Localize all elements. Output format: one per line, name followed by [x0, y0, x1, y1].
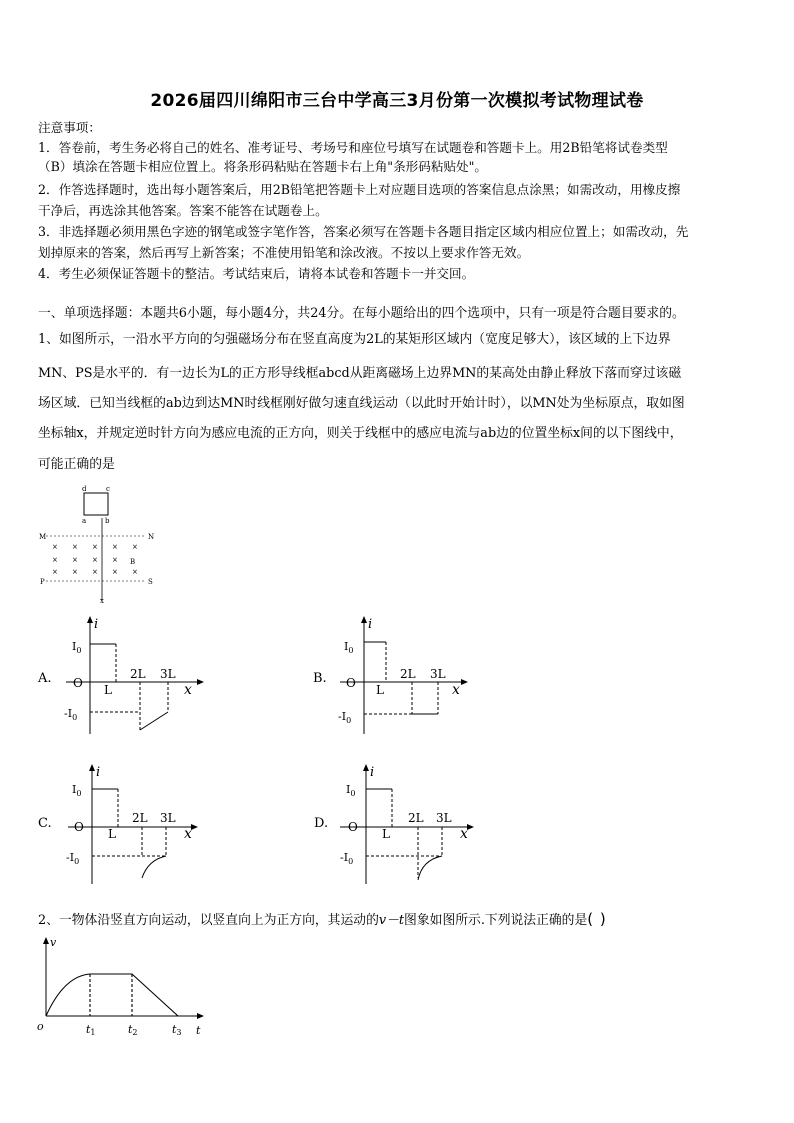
field-cross: × — [92, 556, 98, 564]
3l-label: 3L — [160, 667, 176, 681]
neg-i0-label: $-I_0$ — [338, 710, 352, 725]
q2-line — [38, 910, 607, 930]
vt-curve — [46, 974, 178, 1016]
vt-origin-label: o — [37, 1020, 44, 1033]
option-c-graph — [62, 760, 212, 890]
field-cross: × — [72, 568, 78, 576]
axis-i-label: i — [96, 765, 101, 780]
notice-line: 划掉原来的答案，然后再写上新答案；不准使用铅笔和涂改液。不按以上要求作答无效。 — [38, 245, 530, 260]
corner-b-label: b — [105, 517, 110, 525]
3l-label: 3L — [436, 811, 452, 825]
q1-line: 场区域．已知当线框的ab边到达MN时线框刚好做匀速直线运动（以此时开始计时），以MN处为坐标原点，取如图 — [38, 396, 685, 411]
graph-axes — [340, 764, 474, 884]
notice-line: 干净后，再选涂其他答案。答案不能答在试题卷上。 — [38, 203, 328, 218]
corner-a-label: a — [82, 517, 87, 525]
axis-i-label: i — [94, 617, 99, 632]
neg-i0-label: $-I_0$ — [64, 707, 78, 722]
field-cross: × — [52, 543, 58, 551]
l-label: L — [382, 827, 390, 841]
vt-v-label: v — [50, 936, 57, 949]
3l-label: 3L — [430, 667, 446, 681]
origin-label: O — [346, 676, 356, 690]
origin-label: O — [73, 676, 83, 690]
current-curve — [366, 789, 442, 880]
axis-x-label: x — [184, 826, 192, 842]
origin-label: O — [348, 820, 358, 834]
field-cross: × — [112, 568, 118, 576]
2l-label: 2L — [408, 811, 424, 825]
field-cross: × — [92, 568, 98, 576]
2l-label: 2L — [400, 667, 416, 681]
axis-x-label: x — [460, 826, 468, 842]
notice-line: 3．非选择题必须用黑色字迹的钢笔或签字笔作答，答案必须写在答题卡各题目指定区域内相应位置上；如需改动，先 — [38, 224, 689, 239]
field-cross: × — [72, 543, 78, 551]
q2-vt: v－t — [378, 913, 405, 928]
notice-line: 2．作答选择题时，选出每小题答案后，用2B铅笔把答题卡上对应题目选项的答案信息点涂黑；如需改动，用橡皮擦 — [38, 182, 681, 197]
i0-label: $I_0$ — [72, 640, 82, 655]
label-m: M — [39, 533, 47, 541]
i0-label: $I_0$ — [346, 783, 356, 798]
label-n: N — [148, 533, 155, 541]
axis-x-label: x — [184, 682, 192, 698]
option-a-label: A. — [38, 671, 52, 686]
q2-text: 2、一物体沿竖直方向运动，以竖直向上为正方向，其运动的 — [38, 913, 379, 928]
q2-paren: ( ) — [587, 910, 607, 928]
vt-t-label: t — [196, 1024, 201, 1037]
notice-heading: 注意事项： — [38, 120, 101, 135]
field-cross: × — [112, 543, 118, 551]
l-label: L — [376, 683, 384, 697]
2l-label: 2L — [132, 811, 148, 825]
current-curve — [92, 789, 166, 878]
q1-line: MN、PS是水平的．有一边长为L的正方形导线框abcd从距离磁场上边界MN的某高处由静止释放下落而穿过该磁 — [38, 366, 682, 381]
option-a-graph — [60, 612, 210, 740]
page-title: 2026届四川绵阳市三台中学高三3月份第一次模拟考试物理试卷 — [150, 91, 644, 111]
magnetic-field-figure — [36, 482, 166, 606]
vt-axes — [43, 937, 204, 1019]
current-curve — [90, 644, 168, 730]
field-cross: × — [52, 556, 58, 564]
i0-label: $I_0$ — [344, 640, 354, 655]
vt-graph — [34, 934, 214, 1044]
label-p: P — [40, 578, 45, 586]
field-cross: × — [92, 543, 98, 551]
notice-line: （B）填涂在答题卡相应位置上。将条形码粘贴在答题卡右上角"条形码粘贴处"。 — [38, 159, 488, 174]
notice-line: 4．考生必须保证答题卡的整洁。考试结束后，请将本试卷和答题卡一并交回。 — [38, 266, 475, 281]
neg-i0-label: $-I_0$ — [340, 851, 354, 866]
q1-line: 1、如图所示，一沿水平方向的匀强磁场分布在竖直高度为2L的某矩形区域内（宽度足够大），该区域的上下边界 — [38, 332, 671, 347]
q1-line: 可能正确的是 — [38, 457, 115, 472]
2l-label: 2L — [130, 667, 146, 681]
field-cross: × — [132, 543, 138, 551]
corner-d-label: d — [82, 485, 87, 493]
option-b-label: B. — [313, 671, 327, 686]
field-cross: × — [52, 568, 58, 576]
axis-x-label: x — [452, 682, 460, 698]
3l-label: 3L — [160, 811, 176, 825]
vt-t3-label: t3 — [172, 1023, 182, 1037]
origin-label: O — [74, 820, 84, 834]
wire-frame — [84, 493, 108, 515]
label-x: x — [100, 597, 104, 605]
field-cross: × — [112, 556, 118, 564]
label-b-field: B — [130, 558, 136, 566]
axis-i-label: i — [368, 617, 373, 632]
section-heading: 一、单项选择题：本题共6小题，每小题4分，共24分。在每小题给出的四个选项中，只有一项是符合题目要求的。 — [38, 306, 685, 321]
field-cross: × — [72, 556, 78, 564]
option-b-graph — [334, 612, 484, 740]
option-d-graph — [334, 760, 484, 890]
corner-c-label: c — [106, 485, 110, 493]
label-s: S — [148, 578, 153, 586]
vt-t1-label: t1 — [86, 1023, 96, 1037]
axis-i-label: i — [370, 765, 375, 780]
option-d-label: D. — [314, 816, 329, 831]
q2-text2: 图象如图所示.下列说法正确的是 — [404, 913, 588, 928]
notice-line: 1．答卷前，考生务必将自己的姓名、准考证号、考场号和座位号填写在试题卷和答题卡上。用2B铅笔将试卷类型 — [38, 140, 668, 155]
option-c-label: C. — [38, 816, 52, 831]
neg-i0-label: $-I_0$ — [66, 851, 80, 866]
field-crosses — [52, 543, 138, 576]
l-label: L — [104, 683, 112, 697]
q1-line: 坐标轴x，并规定逆时针方向为感应电流的正方向，则关于线框中的感应电流与ab边的位置坐标x间的以下图线中， — [38, 426, 683, 441]
i0-label: $I_0$ — [72, 783, 82, 798]
vt-t2-label: t2 — [128, 1023, 138, 1037]
field-cross: × — [132, 568, 138, 576]
l-label: L — [108, 827, 116, 841]
